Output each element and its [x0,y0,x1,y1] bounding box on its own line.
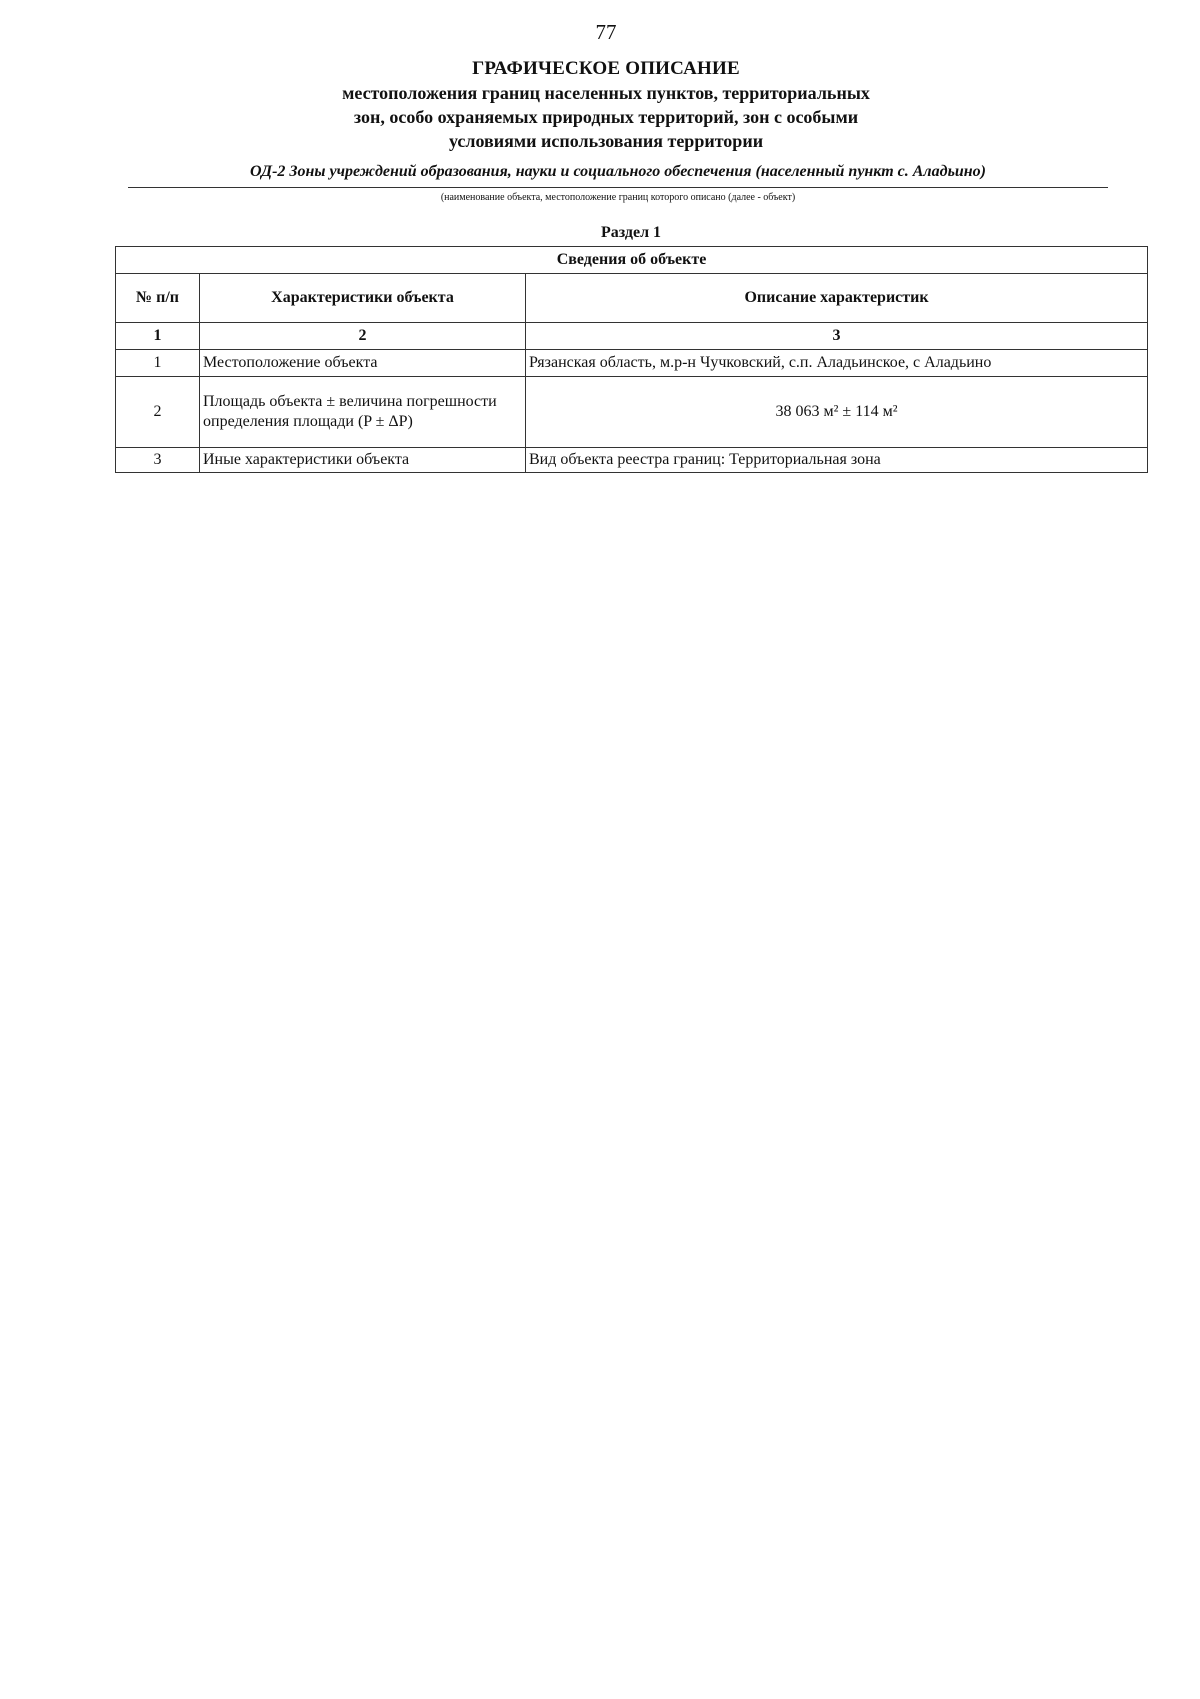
row-description: Рязанская область, м.р-н Чучковский, с.п. Аладьинское, с Аладьино [526,350,1148,377]
section-title: Раздел 1 [600,224,662,241]
table-row [116,377,1148,448]
document-header [0,57,1200,153]
row-description: 38 063 м² ± 114 м² [526,377,1148,448]
table-row [116,448,1148,473]
table-caption: Сведения об объекте [116,247,1148,274]
object-info-table [115,246,1148,473]
document-subtitle-line-1: местоположения границ населенных пунктов, территориальных [342,83,870,103]
table-header-row [116,274,1148,323]
column-number-2: 2 [200,323,526,350]
column-header-description: Описание характеристик [526,274,1148,323]
column-header-characteristic: Характеристики объекта [200,274,526,323]
row-characteristic: Местоположение объекта [200,350,526,377]
table-column-numbers-row [116,323,1148,350]
object-name-underline [128,187,1108,188]
page-number: 77 [595,20,617,44]
column-number-3: 3 [526,323,1148,350]
row-number: 1 [116,350,200,377]
column-number-1: 1 [116,323,200,350]
document-subtitle-line-2: зон, особо охраняемых природных территорий, зон с особыми [353,107,859,127]
row-description: Вид объекта реестра границ: Территориальная зона [526,448,1148,473]
object-name: ОД-2 Зоны учреждений образования, науки и социального обеспечения (населенный пункт с. Аладьино) [249,163,986,180]
row-number: 3 [116,448,200,473]
object-name-caption: (наименование объекта, местоположение границ которого описано (далее - объект) [440,192,796,203]
row-characteristic: Иные характеристики объекта [200,448,526,473]
table-caption-row [116,247,1148,274]
row-characteristic: Площадь объекта ± величина погрешности определения площади (P ± ΔP) [200,377,526,448]
table-row [116,350,1148,377]
document-title: ГРАФИЧЕСКОЕ ОПИСАНИЕ [472,58,740,79]
document-subtitle-line-3: условиями использования территории [448,131,764,151]
row-number: 2 [116,377,200,448]
column-header-number: № п/п [116,274,200,323]
